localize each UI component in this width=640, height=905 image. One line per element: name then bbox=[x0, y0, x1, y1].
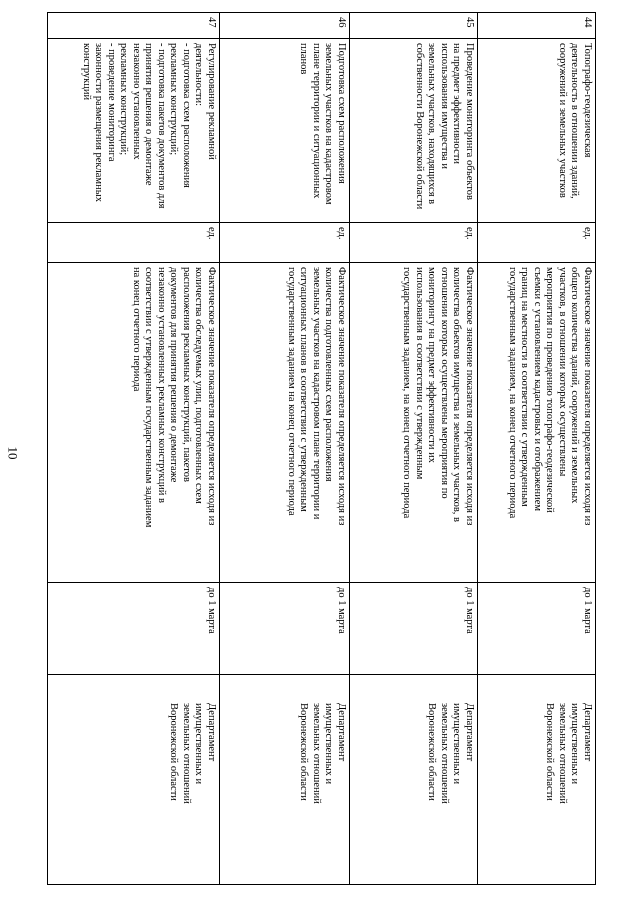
activity-name-cell-line: земельных участков на кадастровом bbox=[323, 43, 335, 205]
row-number-cell bbox=[350, 13, 478, 39]
table-row bbox=[48, 13, 220, 885]
deadline-cell-text: до 1 марта bbox=[206, 587, 217, 634]
indicator-description-cell-line: на конец отчетного периода bbox=[131, 267, 142, 392]
activity-name-cell-line: рекламных конструкций; bbox=[118, 43, 130, 156]
activity-name-cell-line: - проведение мониторинга bbox=[106, 43, 117, 162]
responsible-department-cell-line: Департамент bbox=[336, 703, 347, 762]
page-number bbox=[0, 0, 24, 905]
row-number-cell bbox=[478, 13, 596, 39]
activity-name-cell-line: планов bbox=[298, 43, 310, 75]
indicators-table bbox=[47, 12, 596, 885]
indicator-description-cell-line: мероприятия по проведению топографо-геодезической bbox=[544, 267, 556, 513]
indicator-description-cell-line: мониторингу на предмет эффективности их bbox=[426, 267, 438, 463]
activity-name-cell-line: конструкций bbox=[81, 43, 92, 101]
deadline-cell bbox=[478, 583, 596, 675]
indicator-description-cell-line: Фактическое значение показателя определяется исходя из bbox=[206, 267, 217, 526]
responsible-department-cell bbox=[220, 675, 350, 885]
indicator-description-cell bbox=[478, 263, 596, 583]
indicator-description-cell-line: Фактическое значение показателя определяется исходя из bbox=[582, 267, 593, 526]
indicator-description-cell bbox=[350, 263, 478, 583]
deadline-cell-text: до 1 марта bbox=[336, 587, 347, 634]
unit-cell bbox=[220, 223, 350, 263]
responsible-department-cell-line: имущественных и bbox=[451, 703, 463, 785]
unit-cell-text: ед. bbox=[336, 227, 347, 240]
activity-name-cell-line: Топографо-геодезическая bbox=[582, 43, 593, 158]
activity-name-cell-line: Подготовка схем расположения bbox=[336, 43, 347, 184]
row-number-cell bbox=[220, 13, 350, 39]
activity-name-cell-line: - подготовка схем расположения bbox=[181, 43, 192, 188]
activity-name-cell-line: деятельности: bbox=[193, 43, 205, 107]
row-number-cell-text: 46 bbox=[336, 17, 347, 28]
responsible-department-cell bbox=[478, 675, 596, 885]
responsible-department-cell-line: имущественных и bbox=[193, 703, 205, 785]
indicator-description-cell-line: расположения рекламных конструкций, пакетов bbox=[181, 267, 192, 482]
unit-cell-text: ед. bbox=[206, 227, 217, 240]
responsible-department-cell-line: земельных отношений bbox=[181, 703, 192, 804]
activity-name-cell bbox=[478, 39, 596, 223]
responsible-department-cell-line: Воронежской области bbox=[298, 703, 310, 801]
indicator-description-cell-line: соответствии с утвержденным государственным заданием bbox=[143, 267, 155, 528]
indicator-description-cell-line: государственным заданием, на конец отчетного периода bbox=[401, 267, 413, 519]
table-row bbox=[350, 13, 478, 885]
activity-name-cell-line: Регулирование рекламной bbox=[206, 43, 217, 160]
unit-cell-text: ед. bbox=[464, 227, 475, 240]
activity-name-cell bbox=[220, 39, 350, 223]
responsible-department-cell bbox=[48, 675, 220, 885]
deadline-cell-text: до 1 марта bbox=[582, 587, 593, 634]
responsible-department-cell-line: Департамент bbox=[206, 703, 217, 762]
responsible-department-cell-line: имущественных и bbox=[323, 703, 335, 785]
indicator-description-cell bbox=[48, 263, 220, 583]
activity-name-cell-line: Проведение мониторинга объектов bbox=[464, 43, 475, 200]
table-row bbox=[220, 13, 350, 885]
rotated-table-container bbox=[48, 12, 596, 884]
activity-name-cell-line: незаконно установленных bbox=[131, 43, 142, 160]
indicator-description-cell-line: земельных участков на кадастровом плане территории и bbox=[311, 267, 322, 520]
responsible-department-cell-line: Департамент bbox=[464, 703, 475, 762]
activity-name-cell-line: на предмет эффективности bbox=[451, 43, 463, 164]
page-number-text: 10 bbox=[5, 446, 20, 459]
activity-name-cell-line: собственности Воронежской области bbox=[414, 43, 425, 210]
activity-name-cell bbox=[350, 39, 478, 223]
activity-name-cell-line: законности размещения рекламных bbox=[93, 43, 105, 203]
table-row bbox=[478, 13, 596, 885]
activity-name-cell-line: сооружений и земельных участков bbox=[557, 43, 568, 198]
indicator-description-cell-line: количества подготовленных схем расположения bbox=[323, 267, 335, 482]
activity-name-cell-line: земельных участков, находящихся в bbox=[426, 43, 438, 205]
responsible-department-cell-line: земельных отношений bbox=[311, 703, 322, 804]
deadline-cell bbox=[350, 583, 478, 675]
indicator-description-cell-line: использования в соответствии с утвержденным bbox=[414, 267, 425, 480]
table-body bbox=[48, 13, 596, 885]
indicator-description-cell-line: участков, в отношении которых осуществлены bbox=[557, 267, 568, 477]
indicator-description-cell-line: Фактическое значение показателя определяется исходя из bbox=[336, 267, 347, 526]
row-number-cell-text: 47 bbox=[206, 17, 217, 28]
row-number-cell bbox=[48, 13, 220, 39]
indicator-description-cell-line: границ на местности в соответствии с утвержденным bbox=[519, 267, 531, 507]
indicator-description-cell-line: ситуационных планов в соответствии с утвержденным bbox=[298, 267, 310, 512]
indicator-description-cell-line: незаконно установленных рекламных конструкций в bbox=[156, 267, 167, 504]
row-number-cell-text: 44 bbox=[582, 17, 593, 28]
responsible-department-cell-line: Воронежской области bbox=[426, 703, 438, 801]
activity-name-cell bbox=[48, 39, 220, 223]
indicator-description-cell-line: количества обследуемых улиц, подготовленных схем bbox=[193, 267, 205, 504]
indicator-description-cell-line: съемки с установлением кадастровых и отображением bbox=[532, 267, 543, 512]
unit-cell bbox=[48, 223, 220, 263]
deadline-cell bbox=[220, 583, 350, 675]
indicator-description-cell-line: государственным заданием на конец отчетного периода bbox=[286, 267, 297, 516]
unit-cell bbox=[350, 223, 478, 263]
activity-name-cell-line: принятия решения о демонтаже bbox=[143, 43, 155, 186]
responsible-department-cell-line: имущественных и bbox=[569, 703, 581, 785]
responsible-department-cell-line: Департамент bbox=[582, 703, 593, 762]
deadline-cell-text: до 1 марта bbox=[464, 587, 475, 634]
responsible-department-cell bbox=[350, 675, 478, 885]
unit-cell bbox=[478, 223, 596, 263]
unit-cell-text: ед. bbox=[582, 227, 593, 240]
activity-name-cell-line: использования имущества и bbox=[439, 43, 450, 170]
indicator-description-cell-line: отношении которых осуществлены мероприятия по bbox=[439, 267, 450, 499]
indicator-description-cell-line: государственным заданием, на конец отчетного периода bbox=[507, 267, 518, 519]
indicator-description-cell bbox=[220, 263, 350, 583]
indicator-description-cell-line: Фактическое значение показателя определяется исходя из bbox=[464, 267, 475, 526]
indicator-description-cell-line: общего количества зданий, сооружений и земельных bbox=[569, 267, 581, 504]
activity-name-cell-line: рекламных конструкций; bbox=[168, 43, 180, 156]
activity-name-cell-line: - подготовка пакетов документов для bbox=[156, 43, 167, 209]
responsible-department-cell-line: земельных отношений bbox=[439, 703, 450, 804]
deadline-cell bbox=[48, 583, 220, 675]
indicator-description-cell-line: документов для принятия решения о демонтаже bbox=[168, 267, 180, 483]
activity-name-cell-line: плане территории и ситуационных bbox=[311, 43, 322, 199]
responsible-department-cell-line: Воронежской области bbox=[544, 703, 556, 801]
row-number-cell-text: 45 bbox=[464, 17, 475, 28]
responsible-department-cell-line: Воронежской области bbox=[168, 703, 180, 801]
indicator-description-cell-line: количества объектов имущества и земельных участков, в bbox=[451, 267, 463, 522]
activity-name-cell-line: деятельность в отношении зданий, bbox=[569, 43, 581, 199]
responsible-department-cell-line: земельных отношений bbox=[557, 703, 568, 804]
